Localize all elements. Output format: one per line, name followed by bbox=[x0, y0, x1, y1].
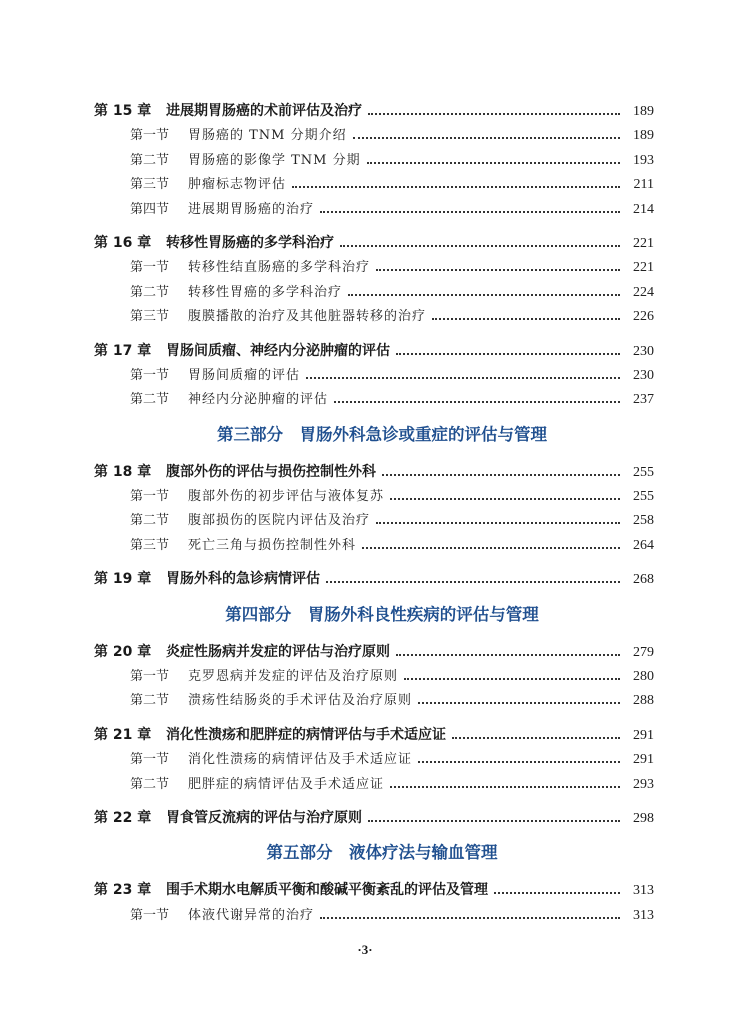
section-number: 第一节 bbox=[130, 752, 170, 768]
page-ref: 255 bbox=[633, 489, 654, 505]
page-ref: 230 bbox=[633, 343, 654, 359]
entry-title: 消化性溃疡的病情评估及手术适应证 bbox=[188, 752, 413, 768]
toc-section-entry[interactable] bbox=[94, 364, 654, 388]
entry-title: 体液代谢异常的治疗 bbox=[188, 907, 315, 923]
group-spacer bbox=[94, 797, 654, 805]
toc-section-entry[interactable] bbox=[94, 305, 654, 329]
section-number: 第三节 bbox=[130, 309, 170, 325]
dot-leader bbox=[418, 761, 620, 763]
entry-title: 神经内分泌肿瘤的评估 bbox=[188, 392, 329, 408]
page-ref: 189 bbox=[633, 104, 654, 119]
entry-title: 胃肠癌的影像学 TNM 分期 bbox=[188, 152, 361, 168]
toc-section-entry[interactable] bbox=[94, 665, 654, 689]
dot-leader bbox=[432, 318, 620, 320]
page-ref: 214 bbox=[633, 201, 654, 217]
chapter-number: 第 17 章 bbox=[94, 342, 152, 359]
toc-chapter-entry[interactable] bbox=[94, 807, 654, 831]
group-spacer bbox=[94, 714, 654, 722]
page-ref: 288 bbox=[633, 693, 654, 709]
entry-title: 胃肠癌的 TNM 分期介绍 bbox=[188, 128, 347, 144]
page-ref: 230 bbox=[633, 367, 654, 383]
entry-title: 胃食管反流病的评估与治疗原则 bbox=[166, 809, 362, 826]
chapter-number: 第 23 章 bbox=[94, 882, 152, 899]
toc-section-entry[interactable] bbox=[94, 388, 654, 412]
dot-leader bbox=[368, 820, 620, 822]
group-spacer bbox=[94, 330, 654, 338]
page-ref: 280 bbox=[633, 669, 654, 685]
dot-leader bbox=[292, 186, 620, 188]
toc-section-entry[interactable] bbox=[94, 173, 654, 197]
page-ref: 193 bbox=[633, 152, 654, 168]
section-number: 第二节 bbox=[130, 513, 170, 529]
dot-leader bbox=[376, 522, 620, 524]
dot-leader bbox=[348, 294, 620, 296]
entry-title: 肥胖症的病情评估及手术适应证 bbox=[188, 776, 385, 792]
page-ref: 221 bbox=[633, 235, 654, 251]
entry-title: 进展期胃肠癌的术前评估及治疗 bbox=[166, 103, 362, 119]
dot-leader bbox=[320, 211, 620, 213]
toc-section-entry[interactable] bbox=[94, 904, 654, 928]
dot-leader bbox=[390, 498, 620, 500]
page-ref: 264 bbox=[633, 537, 654, 553]
chapter-number: 第 18 章 bbox=[94, 463, 152, 480]
entry-title: 腹部外伤的评估与损伤控制性外科 bbox=[166, 463, 376, 480]
dot-leader bbox=[382, 474, 620, 476]
page-ref: 298 bbox=[633, 810, 654, 826]
entry-title: 腹部外伤的初步评估与液体复苏 bbox=[188, 489, 385, 505]
section-number: 第二节 bbox=[130, 693, 170, 709]
entry-title: 肿瘤标志物评估 bbox=[188, 177, 287, 193]
chapter-number: 第 22 章 bbox=[94, 809, 152, 826]
toc-chapter-entry[interactable] bbox=[94, 724, 654, 748]
group-spacer bbox=[94, 558, 654, 566]
dot-leader bbox=[320, 917, 620, 919]
chapter-number: 第 15 章 bbox=[94, 103, 152, 119]
section-number: 第二节 bbox=[130, 284, 170, 300]
chapter-number: 第 21 章 bbox=[94, 726, 152, 743]
toc-section-entry[interactable] bbox=[94, 534, 654, 558]
dot-leader bbox=[353, 137, 620, 139]
entry-title: 腹部损伤的医院内评估及治疗 bbox=[188, 513, 371, 529]
section-number: 第二节 bbox=[130, 776, 170, 792]
page-ref: 221 bbox=[633, 260, 654, 276]
page-ref: 255 bbox=[633, 464, 654, 480]
entry-title: 腹膜播散的治疗及其他脏器转移的治疗 bbox=[188, 309, 427, 325]
toc-section-entry[interactable] bbox=[94, 281, 654, 305]
dot-leader bbox=[494, 892, 620, 894]
entry-title: 转移性胃癌的多学科治疗 bbox=[188, 284, 343, 300]
section-number: 第四节 bbox=[130, 201, 170, 217]
entry-title: 炎症性肠病并发症的评估与治疗原则 bbox=[166, 643, 390, 660]
page-ref: 293 bbox=[633, 776, 654, 792]
page-ref: 224 bbox=[633, 284, 654, 300]
dot-leader bbox=[367, 162, 620, 164]
entry-title: 克罗恩病并发症的评估及治疗原则 bbox=[188, 669, 399, 685]
dot-leader bbox=[306, 377, 620, 379]
section-number: 第一节 bbox=[130, 260, 170, 276]
dot-leader bbox=[418, 702, 620, 704]
toc-section-entry[interactable] bbox=[94, 509, 654, 533]
page-ref: 291 bbox=[633, 727, 654, 743]
toc-section-entry[interactable] bbox=[94, 773, 654, 797]
dot-leader bbox=[390, 786, 620, 788]
page-ref: 291 bbox=[633, 752, 654, 768]
entry-title: 胃肠间质瘤的评估 bbox=[188, 367, 301, 383]
toc-chapter-entry[interactable] bbox=[94, 879, 654, 903]
toc-chapter-entry[interactable] bbox=[94, 100, 654, 124]
table-of-contents bbox=[94, 98, 654, 928]
toc-section-entry[interactable] bbox=[94, 256, 654, 280]
page-ref: 279 bbox=[633, 644, 654, 660]
dot-leader bbox=[368, 113, 620, 115]
section-number: 第二节 bbox=[130, 152, 170, 168]
section-number: 第一节 bbox=[130, 128, 170, 144]
entry-title: 死亡三角与损伤控制性外科 bbox=[188, 537, 357, 553]
dot-leader bbox=[362, 547, 620, 549]
dot-leader bbox=[334, 401, 620, 403]
section-number: 第一节 bbox=[130, 669, 170, 685]
page-ref: 268 bbox=[633, 572, 654, 588]
toc-section-entry[interactable] bbox=[94, 748, 654, 772]
dot-leader bbox=[404, 678, 620, 680]
section-number: 第一节 bbox=[130, 367, 170, 383]
page-number: ·3· bbox=[357, 942, 373, 957]
section-number: 第三节 bbox=[130, 177, 170, 193]
part-heading[interactable]: 第五部分 液体疗法与输血管理 bbox=[266, 843, 498, 863]
chapter-number: 第 19 章 bbox=[94, 571, 152, 588]
entry-title: 转移性结直肠癌的多学科治疗 bbox=[188, 260, 371, 276]
dot-leader bbox=[326, 581, 620, 583]
section-number: 第二节 bbox=[130, 392, 170, 408]
entry-title: 转移性胃肠癌的多学科治疗 bbox=[166, 234, 334, 251]
dot-leader bbox=[376, 269, 620, 271]
page-ref: 313 bbox=[633, 883, 654, 899]
toc-chapter-entry[interactable] bbox=[94, 232, 654, 256]
page-ref: 237 bbox=[633, 392, 654, 408]
entry-title: 围手术期水电解质平衡和酸碱平衡紊乱的评估及管理 bbox=[166, 882, 488, 899]
page-ref: 189 bbox=[633, 128, 654, 144]
dot-leader bbox=[340, 245, 620, 247]
chapter-number: 第 20 章 bbox=[94, 643, 152, 660]
entry-title: 进展期胃肠癌的治疗 bbox=[188, 201, 315, 217]
toc-section-entry[interactable] bbox=[94, 689, 654, 713]
chapter-number: 第 16 章 bbox=[94, 234, 152, 251]
page-ref: 258 bbox=[633, 513, 654, 529]
toc-chapter-entry[interactable] bbox=[94, 461, 654, 485]
section-number: 第一节 bbox=[130, 489, 170, 505]
toc-chapter-entry[interactable] bbox=[94, 340, 654, 364]
entry-title: 消化性溃疡和肥胖症的病情评估与手术适应证 bbox=[166, 726, 446, 743]
toc-section-entry[interactable] bbox=[94, 124, 654, 148]
dot-leader bbox=[396, 353, 620, 355]
part-heading[interactable]: 第四部分 胃肠外科良性疾病的评估与管理 bbox=[225, 604, 539, 624]
entry-title: 胃肠间质瘤、神经内分泌肿瘤的评估 bbox=[166, 342, 390, 359]
toc-section-entry[interactable] bbox=[94, 198, 654, 222]
section-number: 第三节 bbox=[130, 537, 170, 553]
toc-chapter-entry[interactable] bbox=[94, 568, 654, 592]
dot-leader bbox=[396, 654, 620, 656]
toc-chapter-entry[interactable] bbox=[94, 641, 654, 665]
dot-leader bbox=[452, 737, 620, 739]
page-ref: 313 bbox=[633, 907, 654, 923]
group-spacer bbox=[94, 222, 654, 230]
toc-section-entry[interactable] bbox=[94, 149, 654, 173]
entry-title: 胃肠外科的急诊病情评估 bbox=[166, 571, 320, 588]
entry-title: 溃疡性结肠炎的手术评估及治疗原则 bbox=[188, 693, 413, 709]
part-heading[interactable]: 第三部分 胃肠外科急诊或重症的评估与管理 bbox=[217, 424, 547, 444]
page-ref: 211 bbox=[633, 177, 654, 193]
toc-section-entry[interactable] bbox=[94, 485, 654, 509]
page-ref: 226 bbox=[633, 309, 654, 325]
section-number: 第一节 bbox=[130, 907, 170, 923]
